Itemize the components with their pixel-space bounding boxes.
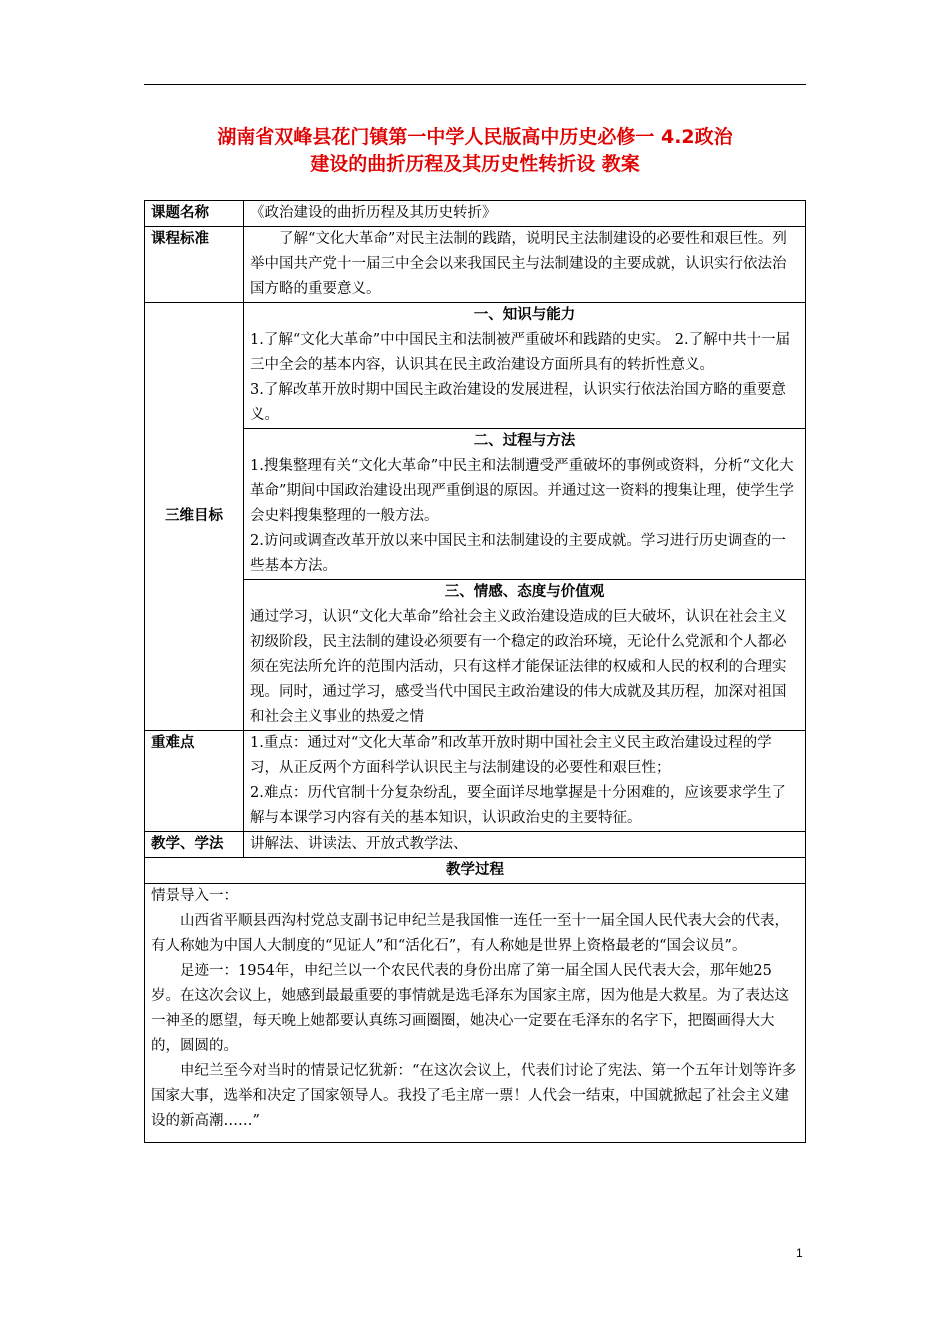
label-goals: 三维目标 xyxy=(145,303,244,731)
process-item: 2.访问或调查改革开放以来中国民主和法制建设的主要成就。学习进行历史调查的一些基本方法。 xyxy=(250,533,786,574)
label-topic: 课题名称 xyxy=(145,201,244,227)
standard-text: 了解“文化大革命”对民主法制的践踏，说明民主法制建设的必要性和艰巨性。列举中国共产党十一届三中全会以来我国民主与法制建设的主要成就，认识实行依法治国方略的重要意义。 xyxy=(250,231,787,297)
teaching-process-body xyxy=(145,884,806,1143)
row-topic xyxy=(145,201,806,227)
document-title xyxy=(144,124,806,178)
goals-process-cell xyxy=(244,429,806,580)
row-process-body xyxy=(145,884,806,1143)
goals-knowledge-cell xyxy=(244,303,806,429)
teaching-process-heading: 教学过程 xyxy=(145,858,806,884)
process-item: 1.搜集整理有关“文化大革命”中民主和法制遭受严重破坏的事例或资料，分析“文化大革命”期间中国政治建设出现严重倒退的原因。并通过这一资料的搜集让理，使学生学会史料搜集整理的一般方法。 xyxy=(250,458,794,524)
goals-emotion-cell xyxy=(244,580,806,731)
row-standard xyxy=(145,227,806,303)
title-line-2: 建设的曲折历程及其历史性转折设 教案 xyxy=(310,153,640,175)
emotion-heading: 三、情感、态度与价值观 xyxy=(444,584,605,600)
row-goals-knowledge xyxy=(145,303,806,429)
label-keypoints: 重难点 xyxy=(145,731,244,832)
knowledge-heading: 一、知识与能力 xyxy=(473,307,576,323)
keypoint-item: 2.难点：历代官制十分复杂纷乱，要全面详尽地掌握是十分困难的，应该要求学生了解与本课学习内容有关的基本知识，认识政治史的主要特征。 xyxy=(250,785,786,826)
row-keypoints xyxy=(145,731,806,832)
title-line-1: 湖南省双峰县花门镇第一中学人民版高中历史必修一 4.2政治 xyxy=(217,126,733,148)
process-paragraph: 足迹一：1954年，申纪兰以一个农民代表的身份出席了第一届全国人民代表大会，那年她25岁。在这次会议上，她感到最最重要的事情就是选毛泽东为国家主席，因为他是大救星。为了表达这一神圣的愿望，每天晚上她都要认真练习画圈圈，她决心一定要在毛泽东的名字下，把圈画得大大的，圆圆的。 xyxy=(151,963,789,1054)
row-process-heading xyxy=(145,858,806,884)
process-paragraph: 申纪兰至今对当时的情景记忆犹新：“在这次会议上，代表们讨论了宪法、第一个五年计划等许多国家大事，选举和决定了国家领导人。我投了毛主席一票！人代会一结束，中国就掀起了社会主义建设的新高潮……” xyxy=(151,1063,797,1129)
intro-label: 情景导入一： xyxy=(151,888,238,904)
label-methods: 教学、学法 xyxy=(145,832,244,858)
value-topic: 《政治建设的曲折历程及其历史转折》 xyxy=(244,201,806,227)
emotion-text: 通过学习，认识“文化大革命”给社会主义政治建设造成的巨大破坏，认识在社会主义初级阶段，民主法制的建设必须要有一个稳定的政治环境，无论什么党派和个人都必须在宪法所允许的范围内活动，只有这样才能保证法律的权威和人民的权利的合理实现。同时，通过学习，感受当代中国民主政治建设的伟大成就及其历程，加深对祖国和社会主义事业的热爱之情 xyxy=(250,609,787,725)
keypoint-item: 1.重点：通过对“文化大革命”和改革开放时期中国社会主义民主政治建设过程的学习，从正反两个方面科学认识民主与法制建设的必要性和艰巨性； xyxy=(250,735,772,776)
value-standard xyxy=(244,227,806,303)
row-goals-process xyxy=(145,429,806,580)
header-rule xyxy=(144,84,806,85)
value-methods: 讲解法、讲读法、开放式教学法、 xyxy=(244,832,806,858)
page-number: 1 xyxy=(796,1246,803,1260)
knowledge-item: 3.了解改革开放时期中国民主政治建设的发展进程，认识实行依法治国方略的重要意义。 xyxy=(250,382,786,423)
knowledge-item: 1.了解“文化大革命”中中国民主和法制被严重破坏和践踏的史实。 2.了解中共十一届三中全会的基本内容，认识其在民主政治建设方面所具有的转折性意义。 xyxy=(250,332,791,373)
row-goals-emotion xyxy=(145,580,806,731)
process-paragraph: 山西省平顺县西沟村党总支副书记申纪兰是我国惟一连任一至十一届全国人民代表大会的代表，有人称她为中国人大制度的“见证人”和“活化石”，有人称她是世界上资格最老的“国会议员”。 xyxy=(151,913,789,954)
process-method-heading: 二、过程与方法 xyxy=(473,433,576,449)
lesson-plan-table xyxy=(144,200,806,1143)
label-standard: 课程标准 xyxy=(145,227,244,303)
value-keypoints xyxy=(244,731,806,832)
row-methods xyxy=(145,832,806,858)
